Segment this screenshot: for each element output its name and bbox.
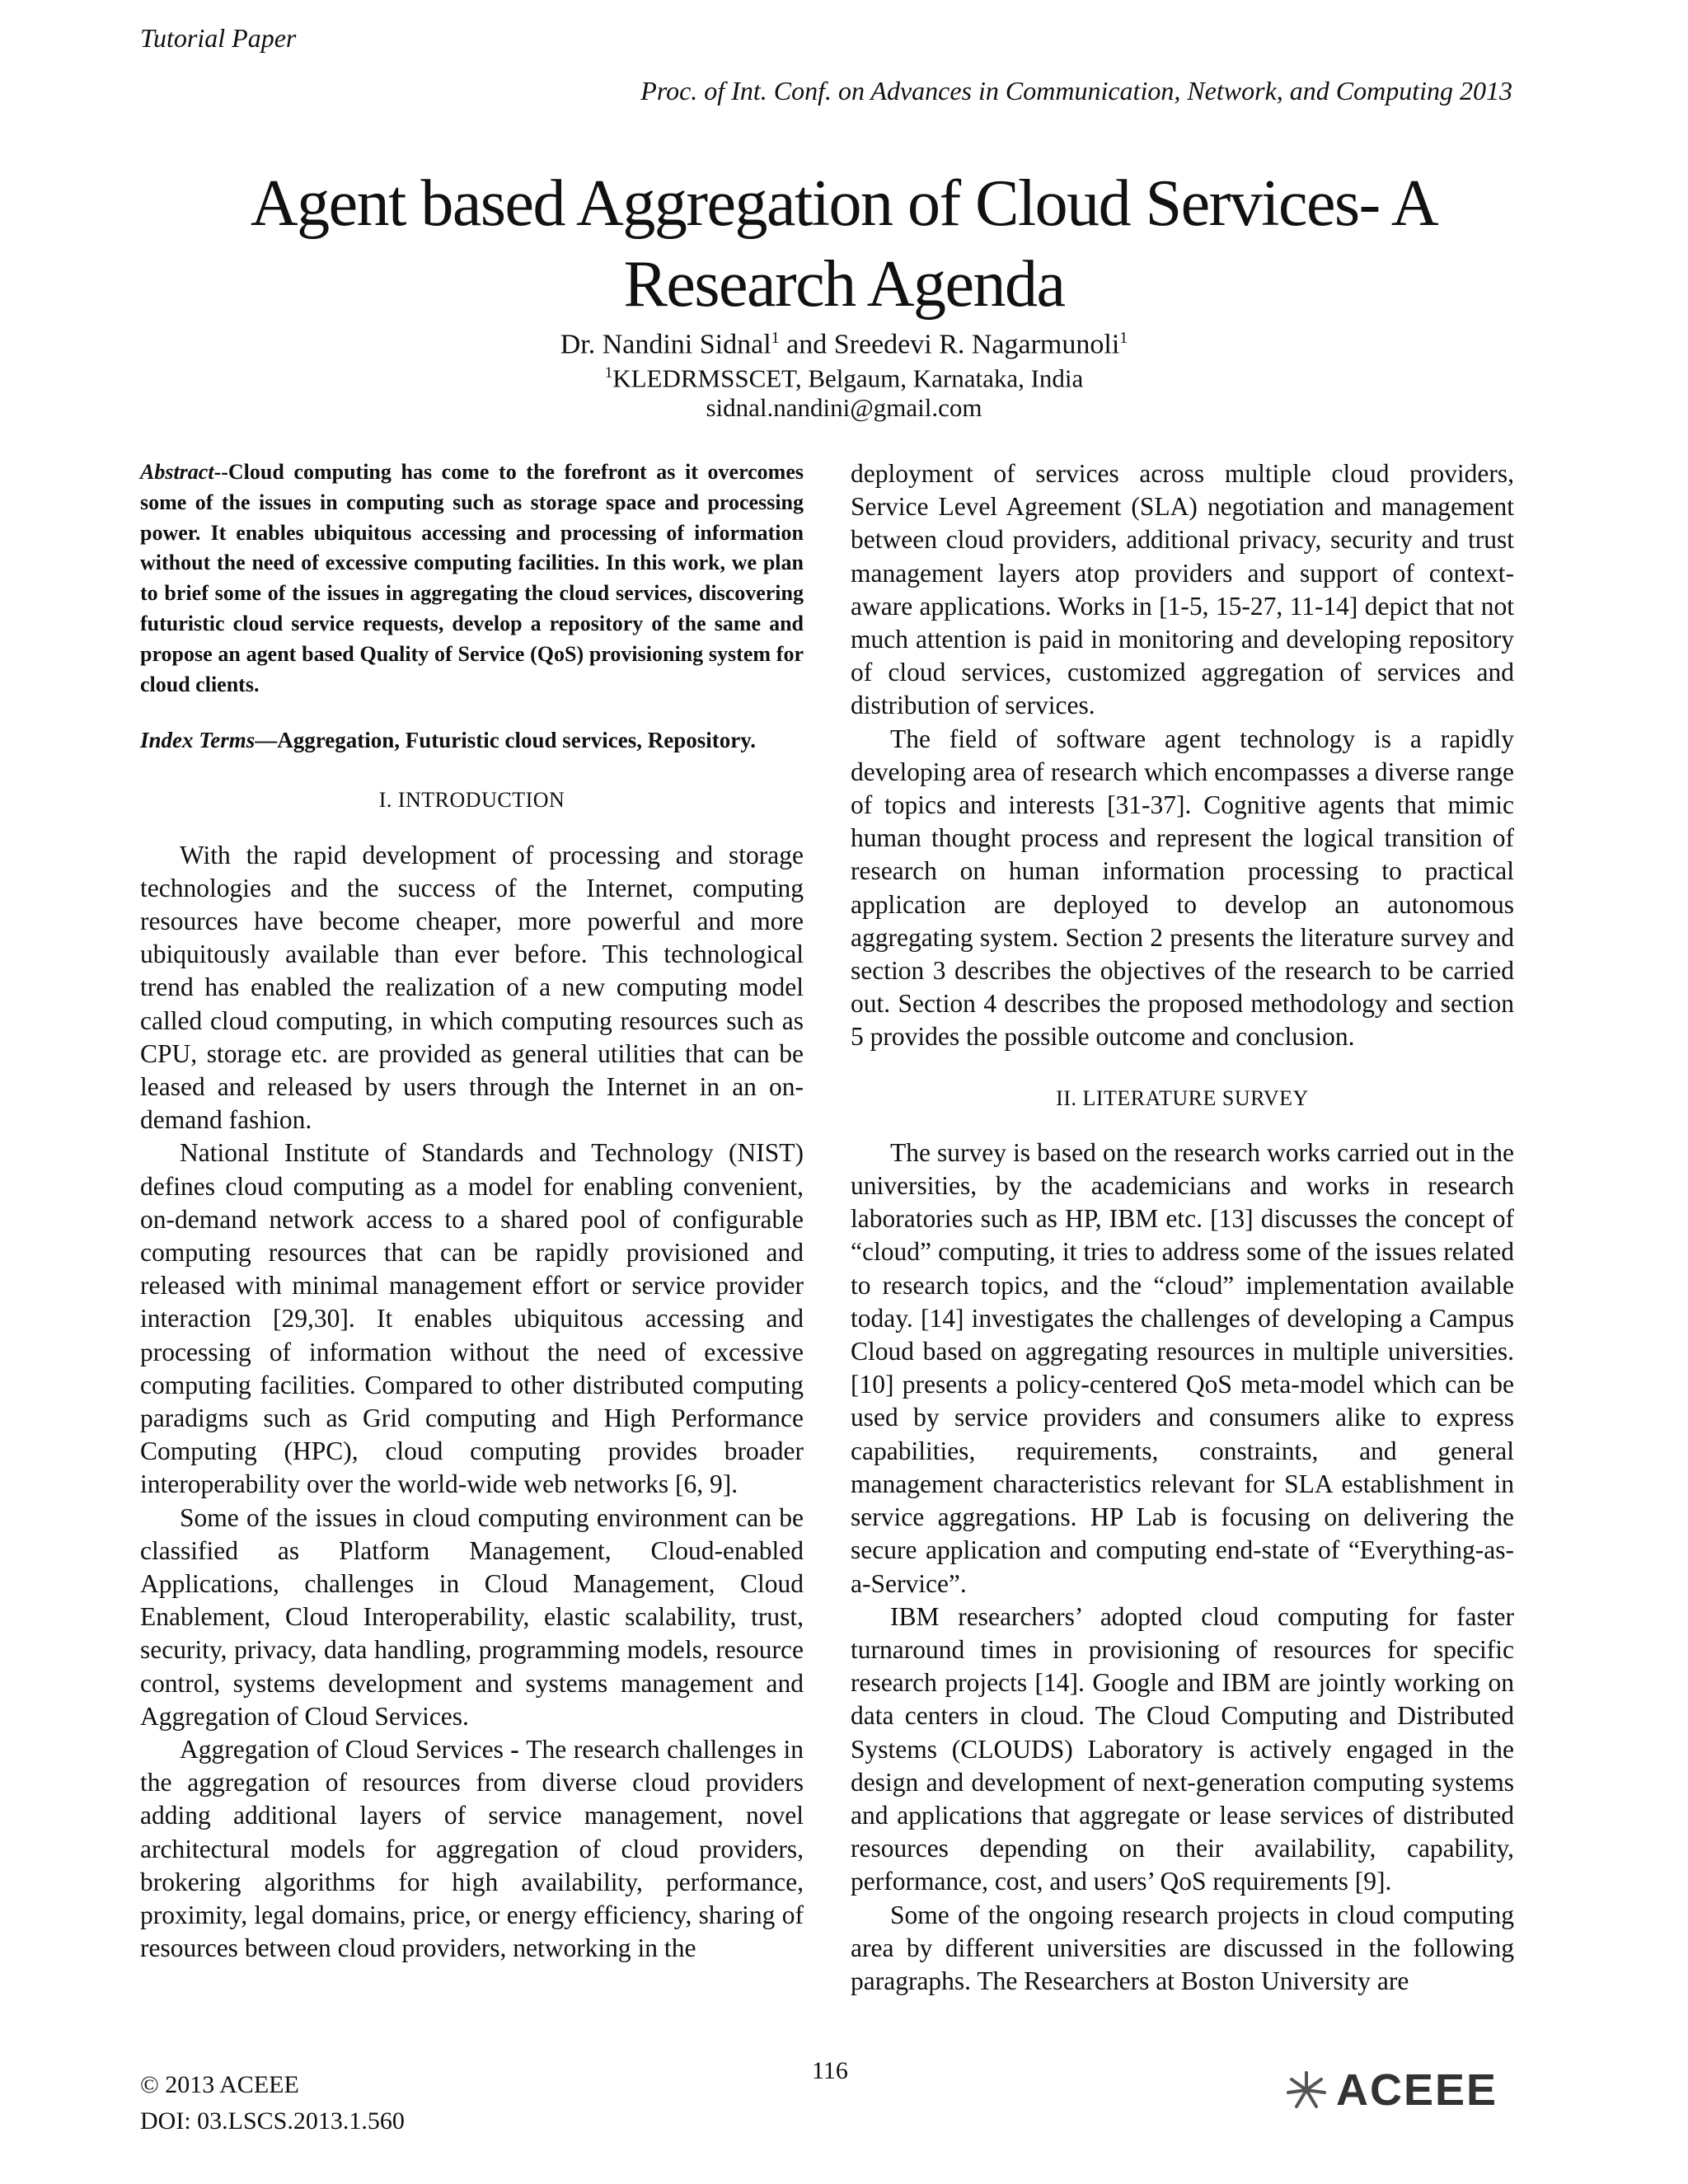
proceedings-header: Proc. of Int. Conf. on Advances in Communication, Network, and Computing 2013: [640, 76, 1512, 105]
right-column: [851, 457, 1514, 1998]
abstract-label: Abstract: [140, 460, 214, 484]
aceee-logo-text: ACEEE: [1336, 2065, 1498, 2115]
title-line-2: Research Agenda: [623, 248, 1065, 321]
page-number: 116: [812, 2057, 848, 2084]
paper-type-label: Tutorial Paper: [140, 23, 297, 53]
affiliation-mark: 1: [604, 364, 613, 382]
aceee-logo-icon: [1282, 2069, 1331, 2111]
index-terms-label: Index Terms: [140, 728, 256, 753]
left-column: [140, 457, 804, 1965]
intro-paragraph-1: With the rapid development of processing and storage technologies and the success of the Internet, computing resources have become cheaper, more powerful and more ubiquitously available than ever before. This technological trend has enabled the realization of a new computing model called cloud computing, in which computing resources such as CPU, storage etc. are provided as general utilities that can be leased and released by users through the Internet in an on-demand fashion.: [140, 840, 804, 1135]
doi: DOI: 03.LSCS.2013.1.560: [140, 2107, 405, 2135]
affiliation-text: KLEDRMSSCET, Belgaum, Karnataka, India: [612, 363, 1084, 393]
author-2-affil-mark: 1: [1119, 329, 1128, 347]
right-paragraph-2: The field of software agent technology is a rapidly developing area of research which encompasses a diverse range of topics and interests [31-37]. Cognitive agents that mimic human thought process and represent the logical transition of research on human information processing to practical application are deployed to develop an autonomous aggregating system. Section 2 presents the literature survey and section 3 describes the objectives of the research to be carried out. Section 4 describes the proposed methodology and section 5 provides the possible outcome and conclusion.: [851, 724, 1514, 1052]
survey-paragraph-3: Some of the ongoing research projects in cloud computing area by different universities are discussed in the following paragraphs. The Researchers at Boston University are: [851, 1900, 1514, 1995]
intro-paragraph-2: National Institute of Standards and Technology (NIST) defines cloud computing as a model for enabling convenient, on-demand network access to a shared pool of configurable computing resources that can be rapidly provisioned and released with minimal management effort or service provider interaction [29,30]. It enables ubiquitous accessing and processing of information without the need of excessive computing facilities. Compared to other distributed computing paradigms such as Grid computing and High Performance Computing (HPC), cloud computing provides broader interoperability over the world-wide web networks [6, 9].: [140, 1138, 804, 1499]
section-heading-literature-survey: II. LITERATURE SURVEY: [1056, 1085, 1309, 1110]
abstract-text: --Cloud computing has come to the forefront as it overcomes some of the issues in computing such as storage space and processing power. It enables ubiquitous accessing and processing of information without the need of excessive computing facilities. In this work, we plan to brief some of the issues in aggregating the cloud services, discovering futuristic cloud service requests, develop a repository of the same and propose an agent based Quality of Service (QoS) provisioning system for cloud clients.: [140, 460, 804, 696]
aggregation-lead: Aggregation of Cloud Services: [180, 1735, 504, 1765]
author-1: Dr. Nandini Sidnal: [560, 329, 771, 360]
title-line-1: Agent based Aggregation of Cloud Services- A: [250, 167, 1438, 240]
author-1-affil-mark: 1: [771, 329, 780, 347]
lead-dash: -: [503, 1735, 527, 1765]
paper-title: [0, 163, 1688, 325]
footer-info: [140, 2067, 405, 2139]
aceee-logo: [1282, 2064, 1498, 2116]
aggregation-text: The research challenges in the aggregation of resources from diverse cloud providers adding additional layers of service management, novel architectural models for aggregation of cloud providers, brokering algorithms for high availability, performance, proximity, legal domains, price, or energy efficiency, sharing of resources between cloud providers, networking in the: [140, 1735, 804, 1963]
author-2: and Sreedevi R. Nagarmunoli: [779, 329, 1120, 360]
section-heading-introduction: I. INTRODUCTION: [378, 788, 565, 813]
intro-paragraph-4: [140, 1733, 804, 1965]
intro-paragraph-3: Some of the issues in cloud computing environment can be classified as Platform Management, Cloud-enabled Applications, challenges in Cloud Management, Cloud Enablement, Cloud Interoperability, elastic scalability, trust, security, privacy, data handling, programming models, resource control, systems development and systems management and Aggregation of Cloud Services.: [140, 1502, 804, 1731]
copyright: © 2013 ACEEE: [140, 2071, 299, 2098]
abstract: [140, 457, 804, 700]
author-email[interactable]: sidnal.nandini@gmail.com: [706, 393, 982, 422]
index-terms: [140, 724, 804, 756]
survey-paragraph-2: IBM researchers’ adopted cloud computing for faster turnaround times in provisioning of resources for specific research projects [14]. Google and IBM are jointly working on data centers in cloud. The Cloud Computing and Distributed Systems (CLOUDS) Laboratory is actively engaged in the design and development of next-generation computing systems and applications that aggregate or lease services of distributed resources depending on their availability, capability, performance, cost, and users’ QoS requirements [9].: [851, 1601, 1514, 1896]
survey-paragraph-1: The survey is based on the research works carried out in the universities, by the academicians and works in research laboratories such as HP, IBM etc. [13] discusses the concept of “cloud” computing, it tries to address some of the issues related to research topics, and the “cloud” implementation available today. [14] investigates the challenges of developing a Campus Cloud based on aggregating resources in multiple universities. [10] presents a policy-centered QoS meta-model which can be used by service providers and consumers alike to express capabilities, requirements, constraints, and general management characteristics relevant for SLA establishment in service aggregations. HP Lab is focusing on delivering the secure application and computing end-state of “Everything-as-a-Service”.: [851, 1137, 1514, 1598]
right-paragraph-1: deployment of services across multiple cloud providers, Service Level Agreement (SLA) negotiation and management between cloud providers, additional privacy, security and trust management layers atop providers and support of context-aware applications. Works in [1-5, 15-27, 11-14] depict that not much attention is paid in monitoring and developing repository of cloud services, customized aggregation of services and distribution of services.: [851, 459, 1514, 720]
index-terms-text: —Aggregation, Futuristic cloud services, Repository.: [255, 728, 756, 753]
